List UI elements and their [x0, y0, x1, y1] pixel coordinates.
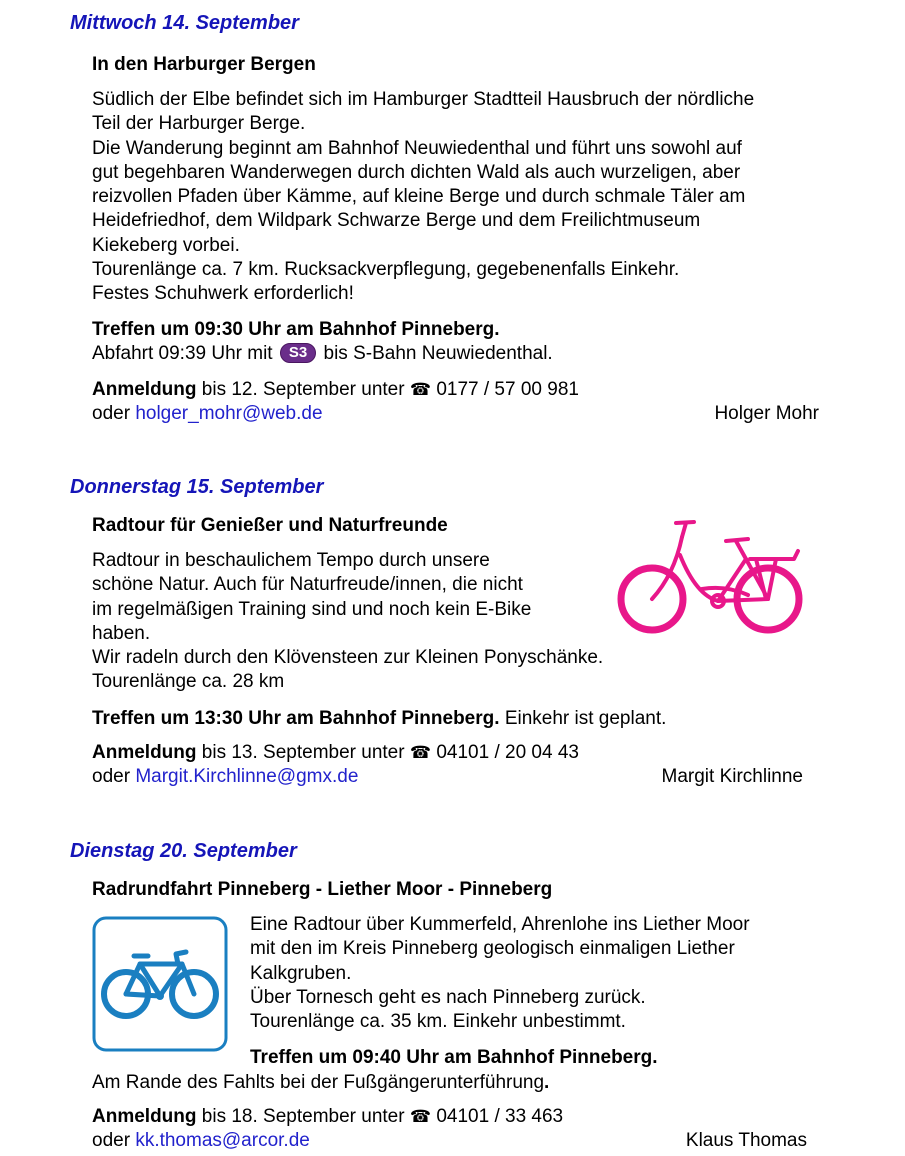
phone-icon: ☎ [409, 380, 432, 399]
or-label: oder [92, 766, 131, 788]
event1-desc-line: reizvollen Pfaden über Kämme, auf kleine Berge und durch schmale Täler am [92, 186, 746, 208]
event2-leader: Margit Kirchlinne [661, 766, 803, 787]
event2-desc-line: Tourenlänge ca. 28 km [92, 671, 285, 693]
event1-date: Mittwoch 14. September [70, 12, 299, 34]
event1-title: In den Harburger Bergen [92, 54, 316, 75]
event1-description [92, 88, 754, 307]
event2-registration [92, 741, 579, 765]
event2-meeting-block [92, 707, 666, 731]
registration-label: Anmeldung [92, 742, 197, 763]
email-link[interactable]: kk.thomas@arcor.de [135, 1130, 310, 1152]
event1-departure-suffix: bis S-Bahn Neuwiedenthal. [323, 343, 553, 365]
event3-desc-line: Über Tornesch geht es nach Pinneberg zurück. [250, 986, 646, 1008]
event1-desc-line: Tourenlänge ca. 7 km. Rucksackverpflegung, gegebenenfalls Einkehr. [92, 259, 680, 281]
or-label: oder [92, 1130, 131, 1152]
event1-desc-line: gut begehbaren Wanderwegen durch dichten Wald als auch wurzeligen, aber [92, 161, 741, 183]
event1-leader: Holger Mohr [714, 403, 819, 424]
event1-registration-block [92, 378, 579, 427]
phone-icon: ☎ [409, 1107, 432, 1126]
event1-desc-line: Festes Schuhwerk erforderlich! [92, 283, 354, 305]
event1-meeting-block [92, 318, 553, 367]
or-label: oder [92, 403, 131, 425]
event1-desc-line: Teil der Harburger Berge. [92, 113, 306, 135]
event1-departure-prefix: Abfahrt 09:39 Uhr mit [92, 343, 273, 365]
phone-number: 04101 / 33 463 [436, 1106, 564, 1127]
registration-label: Anmeldung [92, 1106, 197, 1127]
event1-desc-line: Südlich der Elbe befindet sich im Hamburger Stadtteil Hausbruch der nördliche [92, 89, 755, 110]
event1-desc-line: Die Wanderung beginnt am Bahnhof Neuwiedenthal und führt uns sowohl auf [92, 137, 742, 159]
event3-meeting: Treffen um 09:40 Uhr am Bahnhof Pinneberg. [250, 1047, 658, 1068]
email-link[interactable]: holger_mohr@web.de [135, 403, 323, 425]
event3-date: Dienstag 20. September [70, 840, 297, 862]
event3-title: Radrundfahrt Pinneberg - Liether Moor - Pinneberg [92, 879, 553, 900]
event3-meeting-location-end: . [544, 1072, 550, 1093]
event2-desc-line: schöne Natur. Auch für Naturfreude/innen, die nicht [92, 574, 523, 596]
event2-description [92, 549, 603, 695]
event3-desc-line: mit den im Kreis Pinneberg geologisch einmaligen Liether [250, 938, 735, 960]
event3-desc-line: Eine Radtour über Kummerfeld, Ahrenlohe ins Liether Moor [250, 914, 750, 935]
event2-meeting: Treffen um 13:30 Uhr am Bahnhof Pinneberg. [92, 708, 500, 729]
event3-email-line [92, 1129, 563, 1153]
event2-title: Radtour für Genießer und Naturfreunde [92, 515, 448, 536]
event3-desc-line: Kalkgruben. [250, 962, 352, 984]
event1-registration [92, 378, 579, 402]
event3-registration [92, 1105, 563, 1129]
event2-meeting-extra: Einkehr ist geplant. [504, 708, 667, 729]
phone-icon: ☎ [409, 743, 432, 762]
bicycle-illustration-icon [616, 515, 808, 640]
event3-description [250, 913, 750, 1034]
bicycle-sign-icon [92, 916, 228, 1052]
event1-desc-line: Kiekeberg vorbei. [92, 234, 240, 256]
registration-label: Anmeldung [92, 379, 197, 400]
event1-email-line [92, 402, 579, 426]
event2-desc-line: haben. [92, 622, 151, 644]
event1-meeting: Treffen um 09:30 Uhr am Bahnhof Pinneberg. [92, 319, 500, 340]
event1-departure [92, 342, 553, 366]
event2-registration-block [92, 741, 579, 790]
event2-desc-line: im regelmäßigen Training sind und noch kein E-Bike [92, 598, 532, 620]
registration-text: bis 13. September unter [201, 742, 405, 763]
phone-number: 04101 / 20 04 43 [436, 742, 579, 763]
event2-desc-line: Radtour in beschaulichem Tempo durch unsere [92, 550, 490, 571]
event3-location-block [92, 1071, 549, 1095]
event3-registration-block [92, 1105, 563, 1154]
event3-meeting-location: Am Rande des Fahlts bei der Fußgängerunterführung [92, 1072, 545, 1093]
event3-desc-line: Tourenlänge ca. 35 km. Einkehr unbestimmt. [250, 1011, 626, 1033]
registration-text: bis 18. September unter [201, 1106, 405, 1127]
event2-desc-line: Wir radeln durch den Klövensteen zur Kleinen Ponyschänke. [92, 647, 604, 669]
event3-meeting-block [250, 1046, 658, 1070]
event2-email-line [92, 765, 579, 789]
event2-date: Donnerstag 15. September [70, 476, 324, 498]
event1-desc-line: Heidefriedhof, dem Wildpark Schwarze Berge und dem Freilichtmuseum [92, 210, 701, 232]
event3-meeting-location-line [92, 1071, 549, 1095]
s3-line-badge: S3 [280, 343, 316, 363]
event2-meeting-line [92, 707, 666, 731]
event3-leader: Klaus Thomas [685, 1130, 807, 1151]
email-link[interactable]: Margit.Kirchlinne@gmx.de [135, 766, 359, 788]
registration-text: bis 12. September unter [201, 379, 405, 400]
phone-number: 0177 / 57 00 981 [436, 379, 579, 400]
